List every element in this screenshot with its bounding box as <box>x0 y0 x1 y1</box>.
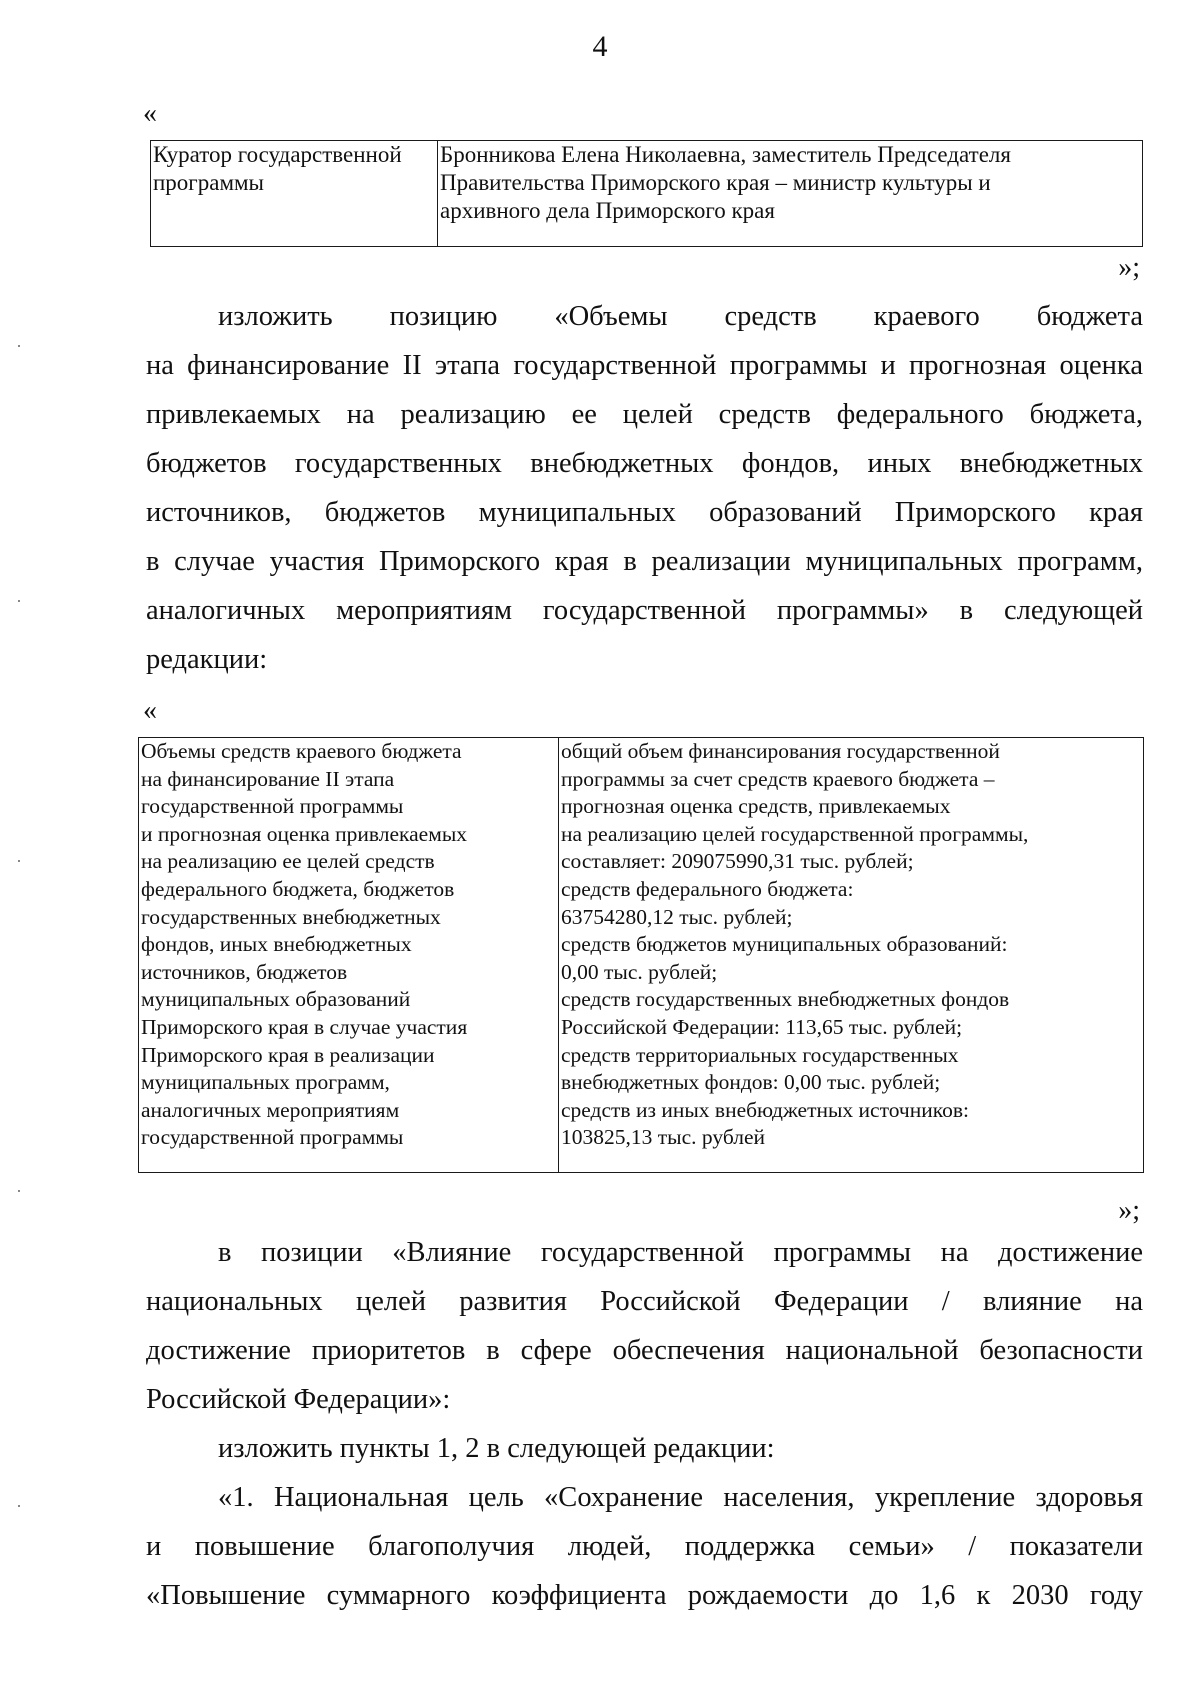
table2-close-quote: »; <box>1118 1195 1140 1226</box>
table-cell-line: 63754280,12 тыс. рублей; <box>561 904 793 929</box>
table-cell-line: внебюджетных фондов: 0,00 тыс. рублей; <box>561 1070 941 1095</box>
scan-speck <box>18 345 20 347</box>
paragraph-line: в позиции «Влияние государственной программы на достижение <box>218 1237 1143 1268</box>
funding-label-cell <box>139 738 559 1173</box>
table-cell-line: Российской Федерации: 113,65 тыс. рублей; <box>561 1014 963 1039</box>
table-cell-line: аналогичных мероприятиям <box>141 1097 400 1122</box>
table-cell-line: государственной программы <box>141 1125 404 1150</box>
table-cell-line: Правительства Приморского края – министр культуры и <box>440 170 991 195</box>
paragraph-line: достижение приоритетов в сфере обеспечения национальной безопасности <box>146 1335 1143 1366</box>
table-cell-line: программы <box>153 170 265 195</box>
table-cell-line: и прогнозная оценка привлекаемых <box>141 821 468 846</box>
paragraph-line: в случае участия Приморского края в реализации муниципальных программ, <box>146 546 1143 577</box>
paragraph-line: изложить пункты 1, 2 в следующей редакции: <box>218 1433 775 1464</box>
table-cell-line: средств из иных внебюджетных источников: <box>561 1097 969 1122</box>
paragraph-line: источников, бюджетов муниципальных образований Приморского края <box>146 497 1143 528</box>
table-cell-line: фондов, иных внебюджетных <box>141 932 412 957</box>
table-cell-line: источников, бюджетов <box>141 959 348 984</box>
table-cell-line: средств бюджетов муниципальных образований: <box>561 932 1008 957</box>
paragraph-line: национальных целей развития Российской Федерации / влияние на <box>146 1286 1143 1317</box>
table-cell-line: на финансирование II этапа <box>141 766 395 791</box>
paragraph-line: «1. Национальная цель «Сохранение населения, укрепление здоровья <box>218 1482 1143 1513</box>
table-cell-line: государственных внебюджетных <box>141 904 441 929</box>
table-cell-line: общий объем финансирования государственной <box>561 739 1000 763</box>
table-cell-line: 103825,13 тыс. рублей <box>561 1125 765 1150</box>
paragraph-line: «Повышение суммарного коэффициента рождаемости до 1,6 к 2030 году <box>146 1580 1143 1611</box>
table2-open-quote: « <box>143 695 157 726</box>
table-cell-line: на реализацию ее целей средств <box>141 849 435 874</box>
paragraph-line: бюджетов государственных внебюджетных фондов, иных внебюджетных <box>146 448 1143 479</box>
table-cell-line: на реализацию целей государственной программы, <box>561 821 1029 846</box>
table-row <box>151 141 1143 247</box>
paragraph-line: аналогичных мероприятиям государственной программы» в следующей <box>146 595 1143 626</box>
table-cell-line: государственной программы <box>141 794 404 819</box>
funding-value-cell <box>559 738 1144 1173</box>
paragraph-line: на финансирование II этапа государственной программы и прогнозная оценка <box>146 350 1143 381</box>
table-cell-line: муниципальных программ, <box>141 1070 390 1095</box>
table-cell-line: Куратор государственной <box>153 142 402 167</box>
paragraph-national-goals <box>146 1228 1143 1620</box>
table-cell-line: Бронникова Елена Николаевна, заместитель Председателя <box>440 142 1011 167</box>
curator-value-cell <box>438 141 1143 247</box>
table-cell-line: Приморского края в случае участия <box>141 1014 468 1039</box>
funding-table <box>138 737 1144 1173</box>
table-cell-line: средств территориальных государственных <box>561 1042 959 1067</box>
scan-speck <box>18 1505 20 1507</box>
table-cell-line: прогнозная оценка средств, привлекаемых <box>561 794 951 819</box>
table-cell-line: средств федерального бюджета: <box>561 876 854 901</box>
table-row <box>139 738 1144 1173</box>
paragraph-line: и повышение благополучия людей, поддержка семьи» / показатели <box>146 1531 1143 1562</box>
table-cell-line: Объемы средств краевого бюджета <box>141 739 462 763</box>
table-cell-line: программы за счет средств краевого бюджета – <box>561 766 995 791</box>
table-cell-line: средств государственных внебюджетных фондов <box>561 987 1010 1012</box>
paragraph-funding-intro <box>146 292 1143 684</box>
scan-speck <box>18 600 20 602</box>
table-cell-line: Приморского края в реализации <box>141 1042 435 1067</box>
page-number: 4 <box>592 30 608 63</box>
table1-close-quote: »; <box>1118 252 1140 283</box>
paragraph-line: Российской Федерации»: <box>146 1384 451 1415</box>
paragraph-line: редакции: <box>146 644 268 675</box>
scan-speck <box>18 1190 20 1192</box>
table-cell-line: муниципальных образований <box>141 987 411 1012</box>
table-cell-line: составляет: 209075990,31 тыс. рублей; <box>561 849 914 874</box>
table-cell-line: 0,00 тыс. рублей; <box>561 959 718 984</box>
scan-speck <box>18 860 20 862</box>
table-cell-line: федерального бюджета, бюджетов <box>141 876 455 901</box>
paragraph-line: привлекаемых на реализацию ее целей средств федерального бюджета, <box>146 399 1143 430</box>
table-cell-line: архивного дела Приморского края <box>440 198 775 223</box>
curator-table <box>150 140 1143 247</box>
table1-open-quote: « <box>143 98 157 129</box>
curator-label-cell <box>151 141 438 247</box>
paragraph-line: изложить позицию «Объемы средств краевого бюджета <box>218 301 1143 332</box>
